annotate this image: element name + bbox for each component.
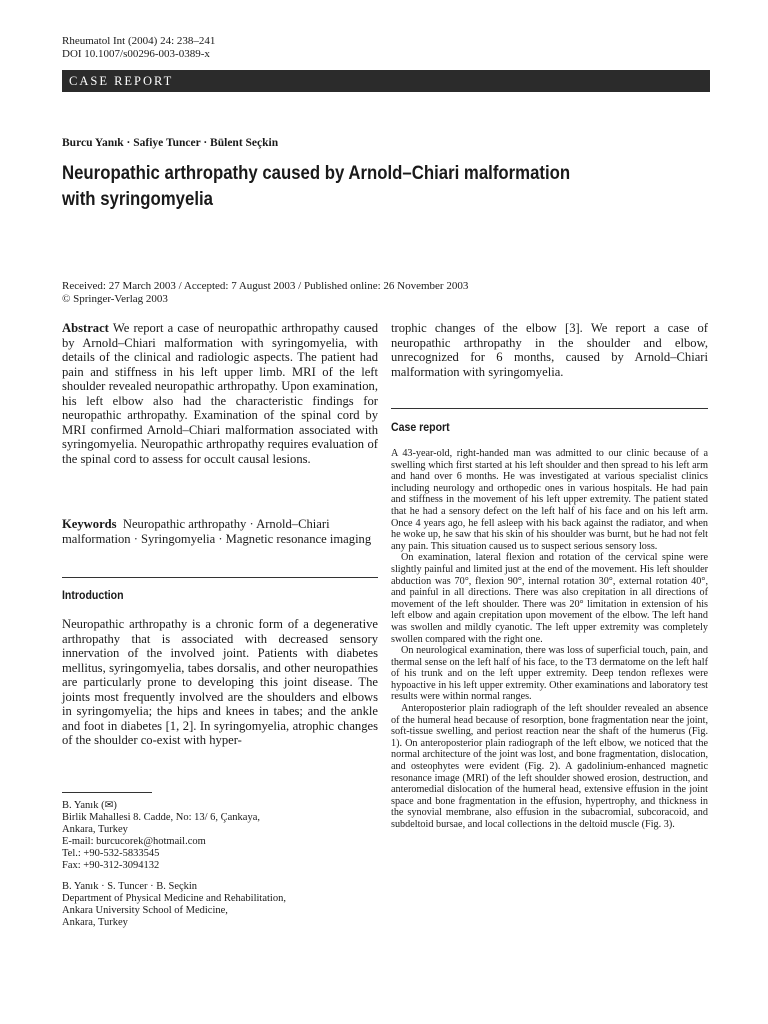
correspondence-address <box>62 800 260 871</box>
section-divider <box>62 577 378 578</box>
correspondence-fax: Fax: +90-312-3094132 <box>62 859 160 871</box>
authors: Burcu Yanık · Safiye Tuncer · Bülent Seçkin <box>62 137 279 149</box>
affiliation-line: B. Yanık · S. Tuncer · B. Seçkin <box>62 881 198 892</box>
correspondence-email: E-mail: burcucorek@hotmail.com <box>62 835 206 847</box>
correspondence-line: Birlik Mahallesi 8. Cadde, No: 13/ 6, Çankaya, <box>62 811 261 823</box>
doi: DOI 10.1007/s00296-003-0389-x <box>62 48 210 60</box>
article-title <box>62 160 716 212</box>
title-line-2: with syringomyelia <box>62 188 213 210</box>
introduction-paragraph: Neuropathic arthropathy is a chronic form of a degenerative arthropathy that is associated with decreased sensory innervation of the involved joint. Patients with diabetes mellitus, syringomyelia, tabes dorsalis, and other neuropathies are particularly prone to developing this joint disease. The joints most frequently involved are the shoulders and elbows in syringomyelia; the hips and knees in tabes; and the ankle and foot in diabetes [1, 2]. In syringomyelia, atrophic changes of the shoulder co-exist with hyper- <box>62 617 378 747</box>
case-paragraph: A 43-year-old, right-handed man was admitted to our clinic because of a swelling which first started at his left shoulder and then spread to his left arm and hand over 6 months. He was investigated at various specialist clinics including neurology and orthopedic ones in various hospitals. He had pain and stiffness in the movement of his left upper extremity. The patient stated that he had a sensory defect on the left half of his face and on his left arm. Once 4 years ago, he fell asleep with his back against the radiator, and when he woke up, he saw that his skin of his shoulder was burnt, but he had not felt any pain. This situation caused us to suspect serious sensory loss. <box>391 448 708 552</box>
case-paragraph: Anteroposterior plain radiograph of the left shoulder revealed an absence of the humeral head because of resorption, bone fragmentation near the joint, soft-tissue swelling, and periost reaction near the shaft of the humerus (Fig. 1). On anteroposterior plain radiograph of the left elbow, we noticed that the normal architecture of the joint was lost, and bone fragmentation, dislocation, and osteophytes were evident (Fig. 2). A gadolinium-enhanced magnetic resonance image (MRI) of the left shoulder showed erosion, destruction, and anteromedial dislocation of the humeral head, extensive effusion in the joint space and bone fragmentation in the effusion, hypertrophy, and thickness in the synovial membrane, also effusion in the subacromial, subcoracoid, and subdeltoid bursae, and local collections in the deltoid muscle (Fig. 3). <box>391 703 708 830</box>
case-paragraph: On neurological examination, there was loss of superficial touch, pain, and thermal sense on the left half of his face, to the T3 dermatome on the left half of his trunk and on the left upper extremity. Deep tendon reflexes were hypoactive in his left upper extremity. Other examinations and laboratory test results were within normal ranges. <box>391 645 708 703</box>
section-divider <box>391 408 708 409</box>
footnote-divider <box>62 792 152 793</box>
journal-citation: Rheumatol Int (2004) 24: 238–241 <box>62 35 216 47</box>
case-report-body <box>391 448 708 831</box>
title-line-1: Neuropathic arthropathy caused by Arnold–Chiari malformation <box>62 162 571 184</box>
abstract <box>62 321 378 466</box>
abstract-label: Abstract <box>62 321 109 335</box>
keywords-text: Neuropathic arthropathy · Arnold–Chiari malformation · Syringomyelia · Magnetic resonance imaging <box>62 517 372 546</box>
publication-dates <box>62 280 468 306</box>
abstract-text: We report a case of neuropathic arthropathy caused by Arnold–Chiari malformation with syringomyelia, with details of the clinical and radiologic aspects. The patient had pain and stiffness in his left upper limb. MRI of the left shoulder revealed neuropathic arthropathy. Upon examination, his left elbow also had the characteristic findings for neuropathic arthropathy. Examination of the spinal cord by MRI confirmed Arnold–Chiari malformation associated with syringomyelia. Neuropathic arthropathy requires evaluation of the spinal cord to assess for occult causal lesions. <box>62 321 378 466</box>
intro-continuation-text: trophic changes of the elbow [3]. We report a case of neuropathic arthropathy in the shoulder and elbow, unrecognized for 6 months, caused by Arnold–Chiari malformation with syringomyelia. <box>391 321 708 379</box>
author-affiliation <box>62 881 286 929</box>
article-type-banner: CASE REPORT <box>62 70 710 92</box>
journal-meta <box>62 35 215 61</box>
keywords <box>62 517 378 546</box>
affiliation-line: Department of Physical Medicine and Rehabilitation, <box>62 892 286 904</box>
case-paragraph: On examination, lateral flexion and rotation of the cervical spine were slightly painful and limited just at the end of the movement. His left shoulder abduction was 70°, flexion 90°, internal rotation 30°, external rotation 40°, and painful in all directions. There was also crepitation in all directions of movement of the left shoulder. There was 20° limitation in extension of his left elbow and again crepitation upon movement of the elbow. The left hand was swollen and mildly cyanotic. The left upper extremity was completely swollen compared with the right one. <box>391 552 708 645</box>
intro-continuation <box>391 321 708 379</box>
keywords-label: Keywords <box>62 517 117 531</box>
correspondence-line: B. Yanık (✉) <box>62 800 117 811</box>
case-report-heading: Case report <box>391 420 450 434</box>
introduction-text <box>62 617 378 748</box>
correspondence-tel: Tel.: +90-532-5833545 <box>62 847 160 859</box>
affiliation-line: Ankara, Turkey <box>62 916 128 928</box>
correspondence-line: Ankara, Turkey <box>62 823 128 835</box>
dates-line-1: Received: 27 March 2003 / Accepted: 7 August 2003 / Published online: 26 November 2003 <box>62 280 469 292</box>
introduction-heading: Introduction <box>62 588 124 602</box>
copyright: © Springer-Verlag 2003 <box>62 293 168 305</box>
affiliation-line: Ankara University School of Medicine, <box>62 904 228 916</box>
